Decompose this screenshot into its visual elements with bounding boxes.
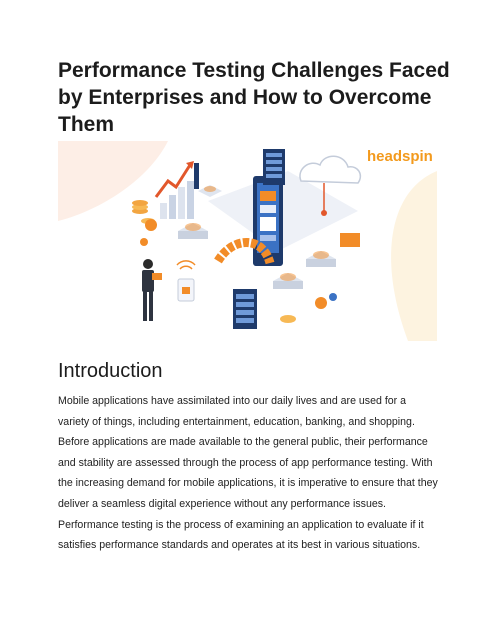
page-title: Performance Testing Challenges Faced by Enterprises and How to Overcome Them: [58, 59, 450, 136]
security-lock-icon: [177, 261, 195, 301]
gear-icon: [315, 297, 327, 309]
glow-pedestal-icon: [198, 185, 222, 197]
gear-icon: [145, 219, 157, 231]
server-icon: [263, 149, 285, 185]
businessman-icon: [142, 259, 162, 321]
hero-illustration: [58, 141, 437, 341]
glow-pedestal-icon: [306, 251, 336, 267]
gear-icon: [140, 238, 148, 246]
glow-pedestal-icon: [273, 273, 303, 289]
intro-paragraph: Mobile applications have assimilated into our daily lives and are used for a variety of things, including entertainment, education, banking, and shopping. Before applications are made available to the general public, their performance and stability are assessed through the process of app performance testing. With the increasing demand for mobile applications, it is imperative to ensure that they deliver a seamless digital experience without any performance issues. Performance testing is the process of examining an application to evaluate if it satisfies performance standards and operates at its best in various situations.: [58, 395, 438, 552]
glow-pedestal-icon: [178, 223, 208, 239]
toolbox-icon: [340, 233, 360, 247]
server-icon: [233, 289, 257, 329]
coin-icon: [280, 315, 296, 323]
brand-logo-text: headspin: [367, 148, 433, 165]
section-heading: Introduction: [58, 360, 163, 382]
gear-icon: [329, 293, 337, 301]
growth-chart-icon: [156, 161, 199, 219]
